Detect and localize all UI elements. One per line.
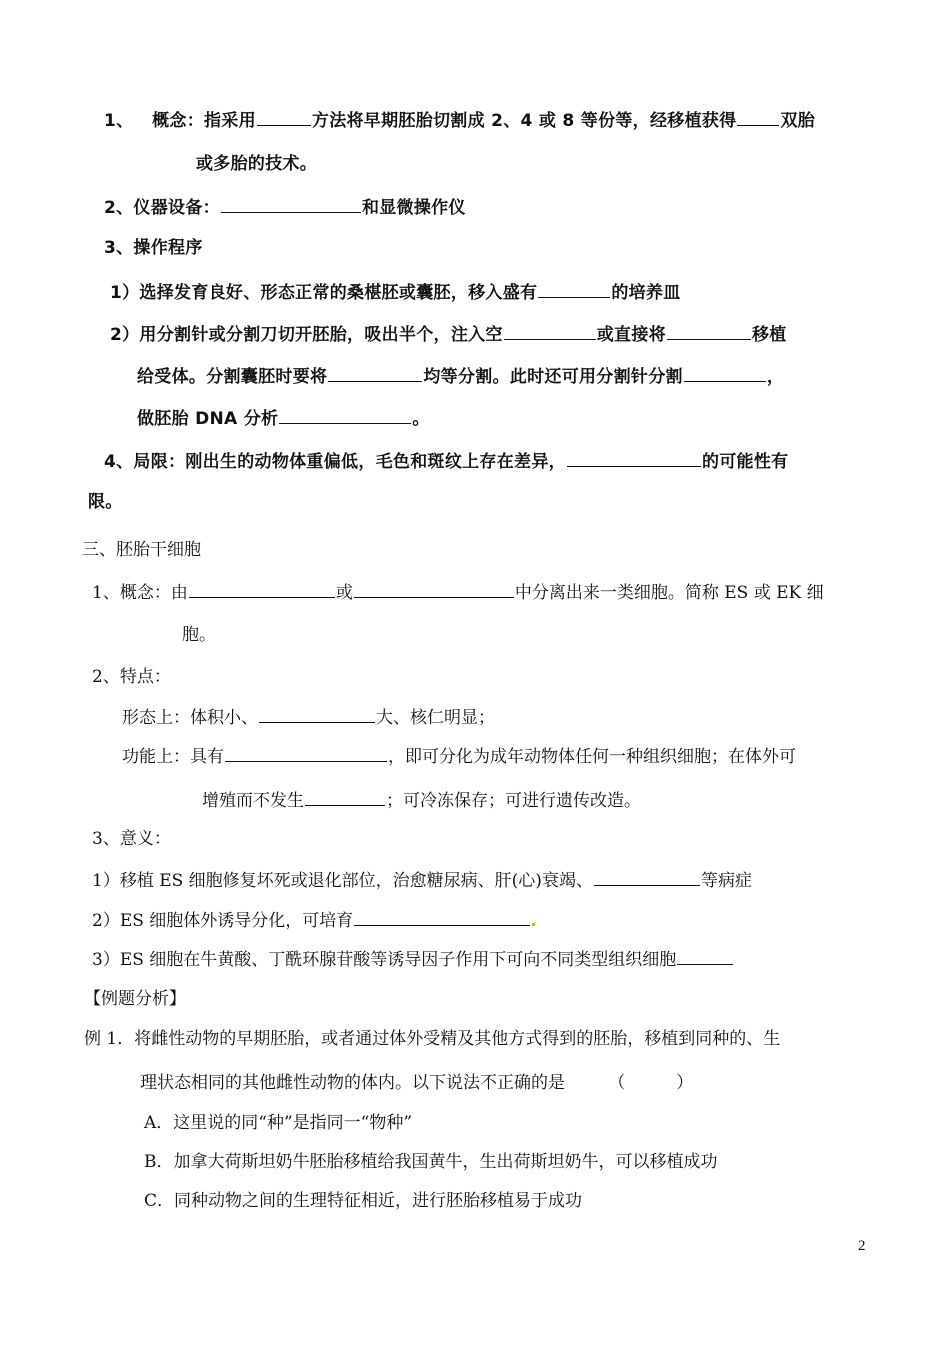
sig1-text-b: 等病症 bbox=[700, 871, 752, 891]
step2-l3-text-b: 。 bbox=[412, 409, 430, 429]
item4-text-b: 的可能性有 bbox=[701, 452, 789, 472]
blank-field[interactable] bbox=[189, 583, 335, 598]
significance-2 bbox=[92, 911, 535, 930]
blank-field[interactable] bbox=[684, 367, 766, 382]
item1-line bbox=[104, 111, 815, 130]
blank-field[interactable] bbox=[538, 283, 610, 298]
step1-line bbox=[110, 283, 681, 302]
blank-field[interactable] bbox=[737, 111, 779, 126]
step1-text-a: 1）选择发育良好、形态正常的桑椹胚或囊胚，移入盛有 bbox=[110, 283, 538, 303]
blank-field[interactable] bbox=[305, 791, 385, 806]
answer-parentheses[interactable]: （ ） bbox=[608, 1073, 694, 1093]
concept-continuation: 胞。 bbox=[182, 625, 216, 645]
blank-field[interactable] bbox=[504, 325, 596, 340]
concept-text-b: 或 bbox=[335, 583, 353, 603]
significance-3 bbox=[92, 950, 734, 969]
morphology-text-b: 大、核仁明显； bbox=[376, 708, 495, 728]
concept-line bbox=[92, 583, 824, 602]
page-number: 2 bbox=[858, 1238, 866, 1254]
item4-text-a: 4、局限：刚出生的动物体重偏低，毛色和斑纹上存在差异， bbox=[104, 452, 566, 472]
blank-field[interactable] bbox=[667, 325, 751, 340]
item2-line bbox=[104, 198, 466, 217]
step2-line-2 bbox=[137, 367, 784, 386]
step2-line bbox=[110, 325, 787, 344]
blank-field[interactable] bbox=[225, 747, 387, 762]
function-l2-text-b: ；可冷冻保存；可进行遗传改造。 bbox=[386, 791, 641, 811]
item2-text-b: 和显微操作仪 bbox=[361, 198, 466, 218]
item3-heading: 3、操作程序 bbox=[104, 238, 203, 258]
sig3-text-a: 3）ES 细胞在牛黄酸、丁酰环腺苷酸等诱导因子作用下可向不同类型组织细胞 bbox=[92, 950, 677, 970]
function-l2-text-a: 增殖而不发生 bbox=[202, 791, 304, 811]
option-c[interactable]: C．同种动物之间的生理特征相近，进行胚胎移植易于成功 bbox=[144, 1191, 583, 1211]
morphology-text-a: 形态上：体积小、 bbox=[122, 708, 258, 728]
blank-field[interactable] bbox=[259, 708, 375, 723]
item1-text-b: 方法将早期胚胎切割成 2、4 或 8 等份等，经移植获得 bbox=[311, 111, 737, 131]
step2-text-c: 移植 bbox=[751, 325, 787, 345]
step2-line-3 bbox=[137, 409, 430, 428]
option-b[interactable]: B．加拿大荷斯坦奶牛胚胎移植给我国黄牛，生出荷斯坦奶牛，可以移植成功 bbox=[144, 1152, 718, 1172]
blank-field[interactable] bbox=[354, 583, 514, 598]
item4-line bbox=[104, 452, 788, 471]
item1-text-a: 概念：指采用 bbox=[152, 111, 256, 131]
section3-title: 三、胚胎干细胞 bbox=[82, 540, 201, 560]
option-a[interactable]: A．这里说的同“种”是指同一“物种” bbox=[144, 1113, 413, 1133]
blank-field[interactable] bbox=[567, 452, 701, 467]
step2-text-a: 2）用分割针或分割刀切开胚胎，吸出半个，注入空 bbox=[110, 325, 503, 345]
question-1-line: 例 1．将雌性动物的早期胚胎，或者通过体外受精及其他方式得到的胚胎，移植到同种的、生 bbox=[84, 1029, 781, 1049]
function-line-2 bbox=[202, 791, 641, 810]
function-text-a: 功能上：具有 bbox=[122, 747, 224, 767]
significance-heading: 3、意义： bbox=[92, 829, 171, 849]
step1-text-b: 的培养皿 bbox=[611, 283, 681, 303]
function-line bbox=[122, 747, 796, 766]
question-1-line-2 bbox=[140, 1075, 693, 1092]
question-1-text: 理状态相同的其他雌性动物的体内。以下说法不正确的是 bbox=[140, 1073, 565, 1093]
highlight-mark bbox=[532, 923, 535, 926]
blank-field[interactable] bbox=[257, 111, 311, 126]
significance-1 bbox=[92, 871, 752, 890]
blank-field[interactable] bbox=[279, 409, 411, 424]
item1-continuation: 或多胎的技术。 bbox=[196, 154, 318, 174]
morphology-line bbox=[122, 708, 495, 727]
item4-continuation: 限。 bbox=[88, 492, 123, 512]
step2-text-b: 或直接将 bbox=[596, 325, 666, 345]
blank-field[interactable] bbox=[354, 911, 530, 926]
step2-l2-text-b: 均等分割。此时还可用分割针分割 bbox=[423, 367, 683, 387]
item2-text-a: 2、仪器设备： bbox=[104, 198, 220, 218]
step2-l3-text-a: 做胚胎 DNA 分析 bbox=[137, 409, 279, 429]
item1-text-c: 双胎 bbox=[780, 111, 816, 131]
step2-l2-text-c: ， bbox=[766, 367, 785, 387]
sig2-text-a: 2）ES 细胞体外诱导分化，可培育 bbox=[92, 911, 354, 931]
step2-l2-text-a: 给受体。分割囊胚时要将 bbox=[137, 367, 328, 387]
features-heading: 2、特点： bbox=[92, 667, 171, 687]
example-header: 【例题分析】 bbox=[84, 989, 186, 1009]
concept-text-c: 中分离出来一类细胞。简称 ES 或 EK 细 bbox=[514, 583, 824, 603]
blank-field[interactable] bbox=[677, 950, 733, 965]
blank-field[interactable] bbox=[221, 198, 361, 213]
concept-text-a: 1、概念：由 bbox=[92, 583, 188, 603]
sig1-text-a: 1）移植 ES 细胞修复坏死或退化部位，治愈糖尿病、肝(心)衰竭、 bbox=[92, 871, 593, 891]
function-text-b: ，即可分化为成年动物体任何一种组织细胞；在体外可 bbox=[388, 747, 796, 767]
item1-number: 1、 bbox=[104, 111, 134, 131]
blank-field[interactable] bbox=[594, 871, 700, 886]
blank-field[interactable] bbox=[328, 367, 422, 382]
